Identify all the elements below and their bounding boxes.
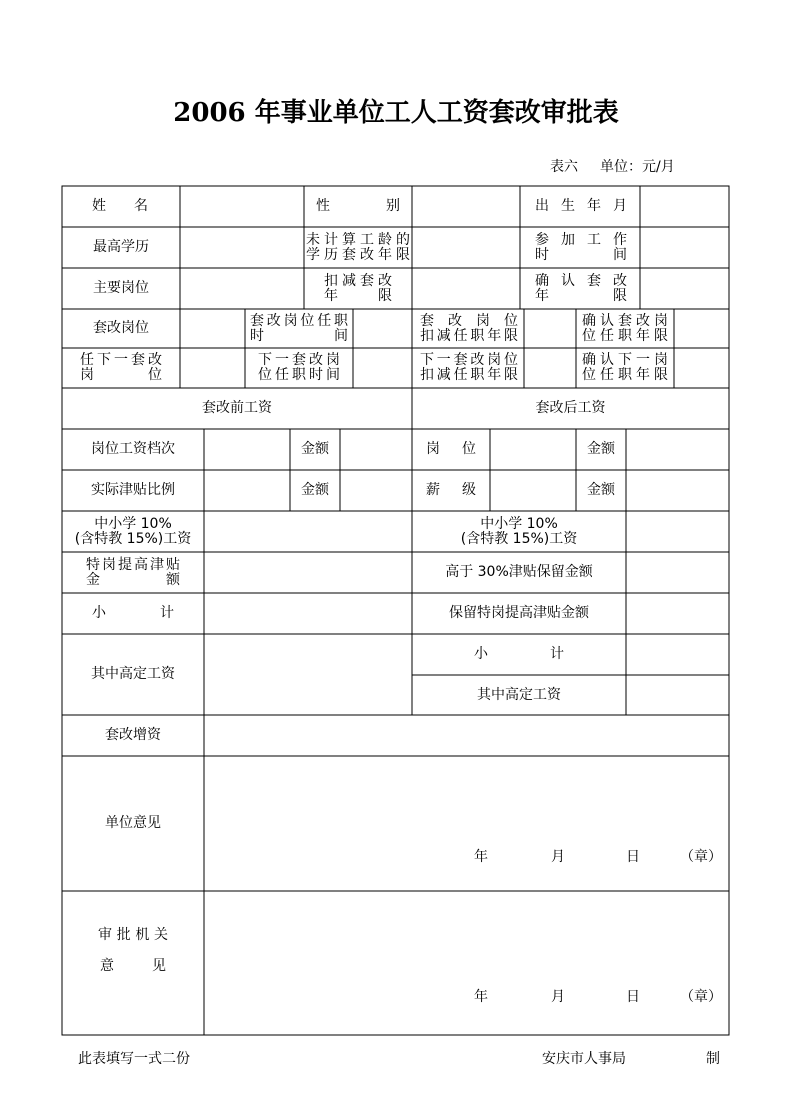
field-fixed-wage-after[interactable] [626,675,729,715]
label-amount: 金额 [301,482,329,498]
field-deduct-years[interactable] [412,268,520,309]
date-month: 月 [551,989,565,1005]
field-subtotal-before[interactable] [204,593,412,634]
label-birth: 出生年月 [535,198,627,214]
field-amount[interactable] [340,429,412,470]
label-amount: 金额 [301,441,329,457]
label-fixed-wage-before: 其中高定工资 [91,666,175,682]
field-next-post[interactable] [180,348,245,388]
label-next-post-time: 下一套改岗 位任职时间 [258,352,340,383]
field-unit-opinion[interactable] [204,756,729,891]
date-day: 日 [626,849,640,865]
date-year: 年 [474,989,488,1005]
label-subtotal-before: 小计 [92,605,174,621]
field-uncounted-years[interactable] [412,227,520,268]
label-special-allowance: 特岗提高津贴 金额 [86,556,180,588]
label-increase: 套改增资 [105,727,161,743]
field-confirm-reform-post[interactable] [674,309,729,348]
label-reform-post-time: 套改岗位任职 时间 [250,312,348,344]
label-confirm-years: 确认套改 年限 [535,272,627,304]
seal-mark: （章） [680,849,722,865]
date-day: 日 [626,989,640,1005]
label-above-30: 高于 30%津贴保留金额 [445,564,593,580]
field-next-post-time[interactable] [353,348,412,388]
field-education[interactable] [180,227,304,268]
field-post-grade[interactable] [204,429,290,470]
field-salary-level[interactable] [490,470,576,511]
table-number: 表六 [550,159,578,175]
footer-issuer: 安庆市人事局 [542,1051,626,1067]
field-subtotal-after[interactable] [626,634,729,675]
unit-opinion-date [474,846,722,866]
currency-unit: 单位：元/月 [600,159,675,175]
label-confirm-next: 确认下一岗 位任职年限 [582,352,668,383]
field-amount[interactable] [626,470,729,511]
label-reform-post-deduct: 套改岗位 扣减任职年限 [420,312,518,344]
field-reform-post[interactable] [180,309,245,348]
label-next-post: 任下一套改 岗位 [80,352,162,383]
label-amount: 金额 [587,441,615,457]
field-reform-post-time[interactable] [353,309,412,348]
field-gender[interactable] [412,186,520,227]
label-next-post-deduct: 下一套改岗位 扣减任职年限 [420,352,518,383]
label-allowance-ratio: 实际津贴比例 [91,482,175,498]
field-main-post[interactable] [180,268,304,309]
field-post[interactable] [490,429,576,470]
field-increase[interactable] [204,715,729,756]
label-post: 岗位 [426,441,476,457]
field-confirm-years[interactable] [640,268,729,309]
page-title: 2006 年事业单位工人工资套改审批表 [173,98,619,128]
label-deduct-years: 扣减套改 年限 [324,272,392,304]
label-education: 最高学历 [93,239,149,255]
field-school-wage-before[interactable] [204,511,412,552]
footer-made: 制 [706,1051,720,1067]
date-month: 月 [551,849,565,865]
field-approval-opinion[interactable] [204,891,729,1035]
label-uncounted-years: 未计算工龄的 学历套改年限 [306,231,410,263]
section-before-wage: 套改前工资 [202,400,272,416]
field-confirm-next[interactable] [674,348,729,388]
field-work-start[interactable] [640,227,729,268]
field-fixed-wage-before[interactable] [204,634,412,715]
field-school-wage-after[interactable] [626,511,729,552]
label-subtotal-after: 小计 [474,646,564,662]
field-amount[interactable] [626,429,729,470]
field-allowance-ratio[interactable] [204,470,290,511]
label-name: 姓名 [92,198,148,214]
label-confirm-reform-post: 确认套改岗 位任职年限 [582,312,668,344]
label-unit-opinion: 单位意见 [105,815,161,831]
field-above-30[interactable] [626,552,729,593]
seal-mark: （章） [680,989,722,1005]
label-approval-opinion: 审批机关 意见 [98,927,168,974]
field-reform-post-deduct[interactable] [524,309,576,348]
approval-date [474,986,722,1006]
label-school-wage-before: 中小学 10% (含特教 15%)工资 [74,515,192,547]
field-birth[interactable] [640,186,729,227]
field-name[interactable] [180,186,304,227]
field-special-allowance[interactable] [204,552,412,593]
label-gender: 性别 [316,198,400,214]
section-after-wage: 套改后工资 [535,400,606,416]
footer-copies: 此表填写一式二份 [78,1051,190,1067]
label-post-grade: 岗位工资档次 [91,441,175,457]
label-fixed-wage-after: 其中高定工资 [477,686,561,703]
date-year: 年 [474,849,488,865]
label-main-post: 主要岗位 [93,280,149,296]
label-school-wage-after: 中小学 10% (含特教 15%)工资 [460,515,578,547]
field-keep-special[interactable] [626,593,729,634]
label-work-start: 参加工作 时间 [535,231,627,263]
field-amount[interactable] [340,470,412,511]
label-salary-level: 薪级 [426,482,476,498]
label-reform-post: 套改岗位 [93,320,149,336]
field-next-post-deduct[interactable] [524,348,576,388]
label-amount: 金额 [587,482,615,498]
label-keep-special: 保留特岗提高津贴金额 [449,605,589,621]
